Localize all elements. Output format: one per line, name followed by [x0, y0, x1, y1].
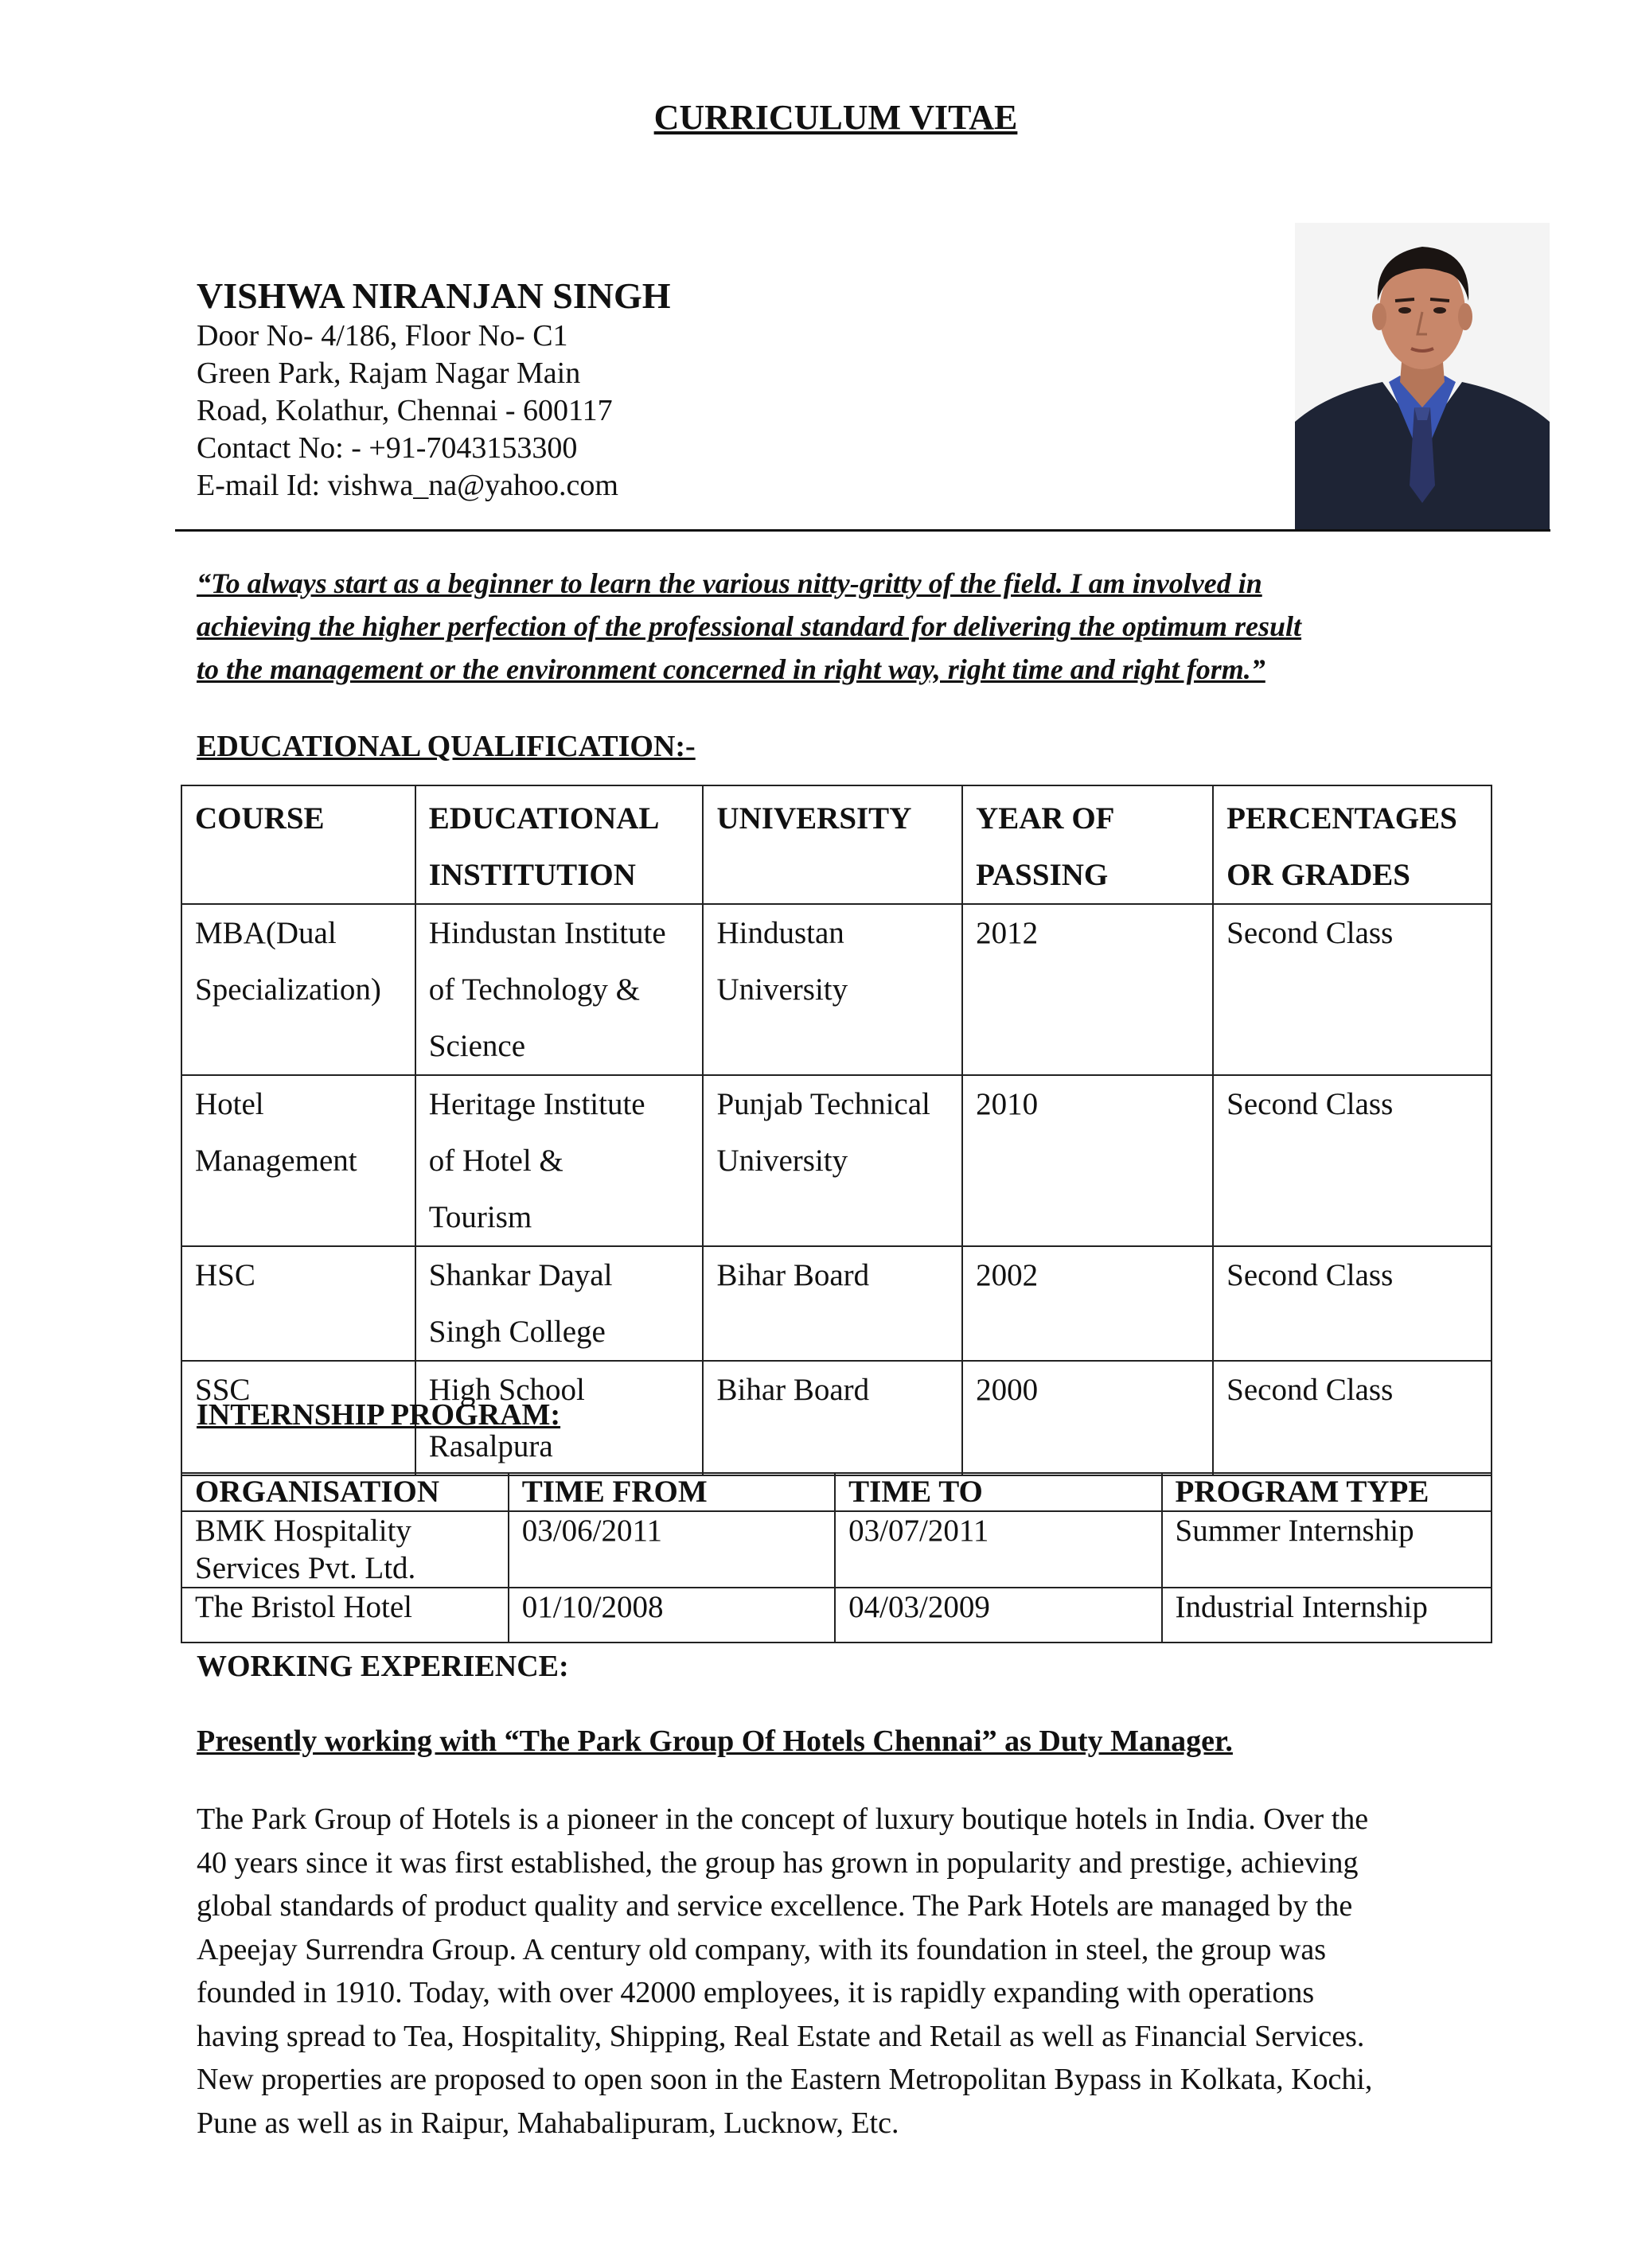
header-grades: PERCENTAGES OR GRADES: [1213, 785, 1492, 904]
year-cell: 2012: [962, 904, 1213, 1075]
header-organisation: ORGANISATION: [181, 1473, 509, 1511]
internship-table: [181, 1472, 1492, 1643]
experience-heading: WORKING EXPERIENCE:: [197, 1650, 569, 1683]
objective-line: “To always start as a beginner to learn the various nitty-gritty of the field. I am involved in: [197, 567, 1262, 599]
paragraph-line: having spread to Tea, Hospitality, Shipping, Real Estate and Retail as well as Financial Services.: [197, 2019, 1365, 2053]
table-row: [181, 904, 1492, 1075]
current-position: Presently working with “The Park Group Of Hotels Chennai” as Duty Manager.: [197, 1724, 1233, 1758]
contact-number: Contact No: - +91-7043153300: [197, 431, 578, 465]
paragraph-line: The Park Group of Hotels is a pioneer in the concept of luxury boutique hotels in India. Over the: [197, 1802, 1369, 1836]
profile-photo: [1295, 223, 1550, 529]
year-cell: 2000: [962, 1361, 1213, 1475]
institution-cell: Shankar Dayal Singh College: [415, 1246, 704, 1361]
organisation-cell: The Bristol Hotel: [181, 1588, 509, 1643]
document-title: CURRICULUM VITAE: [653, 98, 1018, 137]
table-header-row: [181, 785, 1492, 904]
organisation-cell: BMK Hospitality Services Pvt. Ltd.: [181, 1511, 509, 1588]
time-from-cell: 03/06/2011: [509, 1511, 835, 1588]
institution-cell: High School Rasalpura: [415, 1361, 704, 1475]
grade-cell: Second Class: [1213, 1246, 1492, 1361]
institution-cell: Hindustan Institute of Technology & Science: [415, 904, 704, 1075]
paragraph-line: Pune as well as in Raipur, Mahabalipuram, Lucknow, Etc.: [197, 2106, 899, 2140]
university-cell: Bihar Board: [703, 1361, 962, 1475]
address-line: Green Park, Rajam Nagar Main: [197, 357, 581, 390]
table-row: [181, 1075, 1492, 1246]
course-cell: SSC: [181, 1361, 415, 1475]
address-line: Road, Kolathur, Chennai - 600117: [197, 394, 613, 427]
table-row: [181, 1588, 1492, 1643]
course-cell: HSC: [181, 1246, 415, 1361]
education-table: [181, 785, 1492, 1476]
program-type-cell: Summer Internship: [1162, 1511, 1492, 1588]
company-description: [197, 1798, 1518, 2145]
course-cell: MBA(Dual Specialization): [181, 904, 415, 1075]
paragraph-line: founded in 1910. Today, with over 42000 employees, it is rapidly expanding with operations: [197, 1976, 1315, 2009]
objective-line: achieving the higher perfection of the professional standard for delivering the optimum result: [197, 610, 1302, 642]
paragraph-line: New properties are proposed to open soon in the Eastern Metropolitan Bypass in Kolkata, Kochi,: [197, 2063, 1373, 2096]
course-cell: Hotel Management: [181, 1075, 415, 1246]
header-course: COURSE: [181, 785, 415, 904]
header-year: YEAR OF PASSING: [962, 785, 1213, 904]
header-divider: [175, 529, 1550, 532]
contact-block: [197, 318, 618, 505]
header-institution: EDUCATIONAL INSTITUTION: [415, 785, 704, 904]
time-to-cell: 04/03/2009: [835, 1588, 1161, 1643]
table-row: [181, 1246, 1492, 1361]
header-time-from: TIME FROM: [509, 1473, 835, 1511]
career-objective: [197, 562, 1502, 691]
university-cell: Hindustan University: [703, 904, 962, 1075]
program-type-cell: Industrial Internship: [1162, 1588, 1492, 1643]
university-cell: Bihar Board: [703, 1246, 962, 1361]
paragraph-line: 40 years since it was first established, the group has grown in popularity and prestige, achieving: [197, 1845, 1359, 1880]
grade-cell: Second Class: [1213, 1361, 1492, 1475]
paragraph-line: global standards of product quality and service excellence. The Park Hotels are managed by the: [197, 1889, 1353, 1923]
table-header-row: [181, 1473, 1492, 1511]
header-university: UNIVERSITY: [703, 785, 962, 904]
year-cell: 2010: [962, 1075, 1213, 1246]
education-heading: EDUCATIONAL QUALIFICATION:-: [197, 730, 696, 763]
paragraph-line: Apeejay Surrendra Group. A century old company, with its foundation in steel, the group was: [197, 1932, 1327, 1966]
objective-line: to the management or the environment concerned in right way, right time and right form.”: [197, 653, 1265, 685]
grade-cell: Second Class: [1213, 1075, 1492, 1246]
email-address: E-mail Id: vishwa_na@yahoo.com: [197, 469, 618, 502]
portrait-image: [1295, 223, 1550, 529]
internship-heading: INTERNSHIP PROGRAM:: [197, 1398, 561, 1432]
candidate-name: VISHWA NIRANJAN SINGH: [197, 275, 671, 316]
institution-cell: Heritage Institute of Hotel & Tourism: [415, 1075, 704, 1246]
time-from-cell: 01/10/2008: [509, 1588, 835, 1643]
address-line: Door No- 4/186, Floor No- C1: [197, 319, 568, 353]
time-to-cell: 03/07/2011: [835, 1511, 1161, 1588]
header-time-to: TIME TO: [835, 1473, 1161, 1511]
university-cell: Punjab Technical University: [703, 1075, 962, 1246]
header-program-type: PROGRAM TYPE: [1162, 1473, 1492, 1511]
grade-cell: Second Class: [1213, 904, 1492, 1075]
table-row: [181, 1511, 1492, 1588]
year-cell: 2002: [962, 1246, 1213, 1361]
